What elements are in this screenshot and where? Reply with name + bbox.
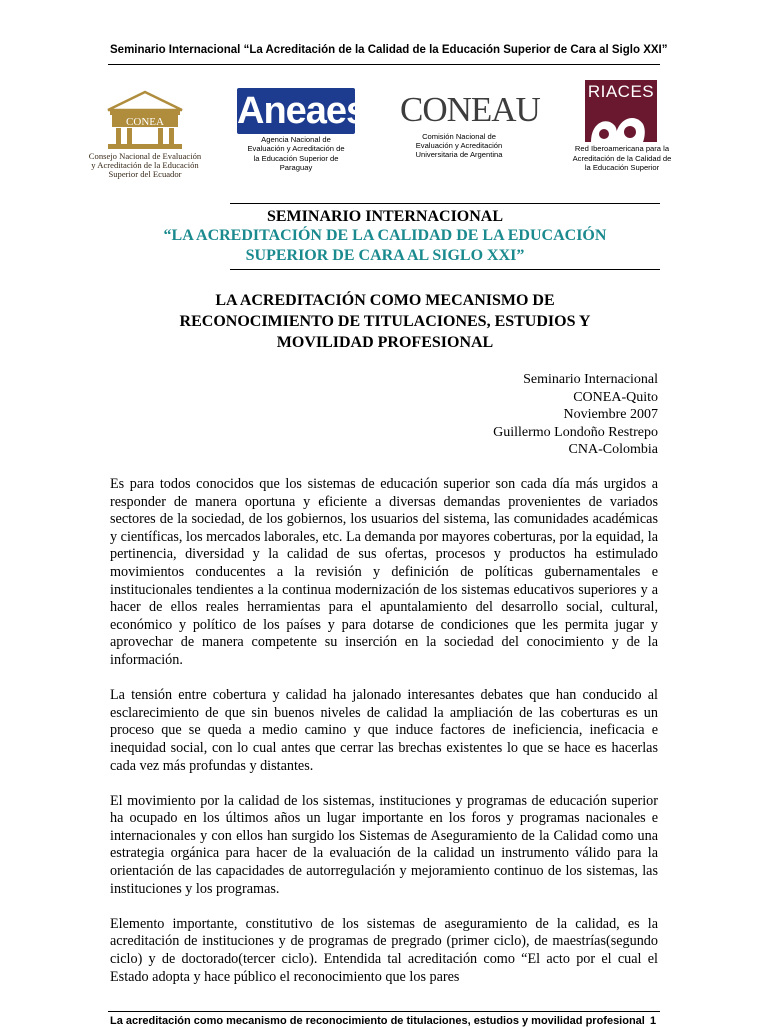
- footer-divider: [108, 1011, 660, 1012]
- riaces-caption-line: Acreditación de la Calidad de: [572, 153, 672, 163]
- paper-title-line: MOVILIDAD PROFESIONAL: [276, 334, 494, 351]
- coneau-wordmark: CONEAU: [400, 90, 540, 129]
- conea-building-icon: [104, 90, 186, 150]
- aneaes-caption: [234, 135, 358, 173]
- byline-line: Seminario Internacional: [523, 372, 658, 387]
- byline-line: Noviembre 2007: [563, 407, 658, 422]
- seminar-title: [110, 207, 660, 266]
- page-number: 1: [650, 1015, 657, 1027]
- conea-caption-line: Consejo Nacional de Evaluación: [88, 151, 202, 161]
- conea-caption-line: y Acreditación de la Educación: [91, 160, 199, 170]
- coneau-caption-line: Evaluación y Acreditación: [415, 141, 503, 151]
- coneau-caption-line: Universitaria de Argentina: [415, 150, 503, 160]
- byline-line: CONEA-Quito: [573, 389, 658, 405]
- seminar-title-line: SUPERIOR DE CARA AL SIGLO XXI”: [245, 247, 525, 264]
- aneaes-caption-line: Paraguay: [279, 163, 313, 173]
- riaces-mark: [585, 80, 657, 142]
- seminar-title-line: “LA ACREDITACIÓN DE LA CALIDAD DE LA EDUCACIÓN: [163, 227, 607, 244]
- coneau-caption: [398, 132, 520, 160]
- body-paragraph: La tensión entre cobertura y calidad ha jalonado interesantes debates que han conducido al esclarecimiento de que sin buenos niveles de calidad la ampliación de las coberturas es un proceso que se queda a medio camino y que induce factores de ineficiencia, ineficacia e inequidad social, con lo cual antes que cerrar las brechas existentes lo que se hace es hacerlas cada vez más profundas y distantes.: [110, 687, 658, 774]
- body-paragraph: El movimiento por la calidad de los sistemas, instituciones y programas de educación superior ha ocupado en los últimos años un lugar importante en los foros y programas nacionales e internacionales y con ellos han surgido los Sistemas de Aseguramiento de la Calidad como una estrategia orgánica para hacer de la evaluación de la calidad un instrumento válido para la orientación de las capacidades de autorregulación y mejoramiento continuo de los sistemas, las instituciones y los programas.: [110, 792, 658, 897]
- aneaes-caption-line: Agencia Nacional de: [261, 135, 331, 144]
- body-text: [110, 476, 658, 1004]
- title-rule-top: [230, 203, 660, 204]
- riaces-caption-line: la Educación Superior: [584, 163, 660, 173]
- paper-title-line: RECONOCIMIENTO DE TITULACIONES, ESTUDIOS Y: [179, 313, 591, 330]
- riaces-caption-line: Red Iberoamericana para la: [574, 144, 670, 153]
- title-rule-bottom: [230, 269, 660, 270]
- byline: [493, 371, 658, 459]
- conea-caption: [80, 152, 210, 179]
- running-header: Seminario Internacional “La Acreditación de la Calidad de la Educación Superior de Cara al Siglo XXI”: [110, 44, 668, 56]
- paper-title-line: LA ACREDITACIÓN COMO MECANISMO DE: [215, 292, 555, 309]
- header-divider: [108, 64, 660, 65]
- running-footer: La acreditación como mecanismo de reconocimiento de titulaciones, estudios y movilidad profesional: [110, 1015, 645, 1027]
- riaces-swirl-icon: [585, 104, 657, 142]
- conea-mark-text: CONEA: [126, 116, 164, 128]
- body-paragraph: Es para todos conocidos que los sistemas de educación superior son cada día más urgidos a responder de manera oportuna y eficiente a diversas demandas provenientes de variados sectores de la sociedad, de los gobiernos, los usuarios del sistema, las comunidades académicas y científicas, los mercados laborales, etc. La demanda por mayores coberturas, por la equidad, la pertinencia, diversidad y la calidad de sus ofertas, procesos y productos ha estimulado movimientos conducentes a la revisión y definición de políticas gubernamentales e institucionales tendientes a la continua modernización de los sistemas educativos superiores y a hacer de ellos reales herramientas para el apuntalamiento del desarrollo social, cultural, económico y político de los países y para dotarse de condiciones que les permita jugar y aprovechar de manera competente su inserción en la sociedad del conocimiento y de la información.: [110, 476, 658, 668]
- paper-title: [110, 290, 660, 353]
- coneau-caption-line: Comisión Nacional de: [422, 132, 496, 141]
- riaces-caption: [560, 144, 684, 173]
- seminar-title-line: SEMINARIO INTERNACIONAL: [266, 208, 504, 225]
- body-paragraph: Elemento importante, constitutivo de los sistemas de aseguramiento de la calidad, es la acreditación de instituciones y de programas de pregrado (primer ciclo), de maestrías(segundo ciclo) y de doctorado(tercer ciclo). Entendida tal acreditación como “El acto por el cual el Estado adopta y hace público el reconocimiento que los pares: [110, 915, 658, 985]
- aneaes-wordmark: Aneaes: [237, 90, 367, 132]
- byline-line: CNA-Colombia: [568, 442, 658, 457]
- byline-line: Guillermo Londoño Restrepo: [493, 424, 658, 440]
- aneaes-caption-line: Evaluación y Acreditación de: [247, 144, 345, 154]
- conea-caption-line: Superior del Ecuador: [108, 169, 182, 179]
- riaces-wordmark: RIACES: [587, 82, 655, 101]
- aneaes-caption-line: la Educación Superior de: [253, 153, 339, 163]
